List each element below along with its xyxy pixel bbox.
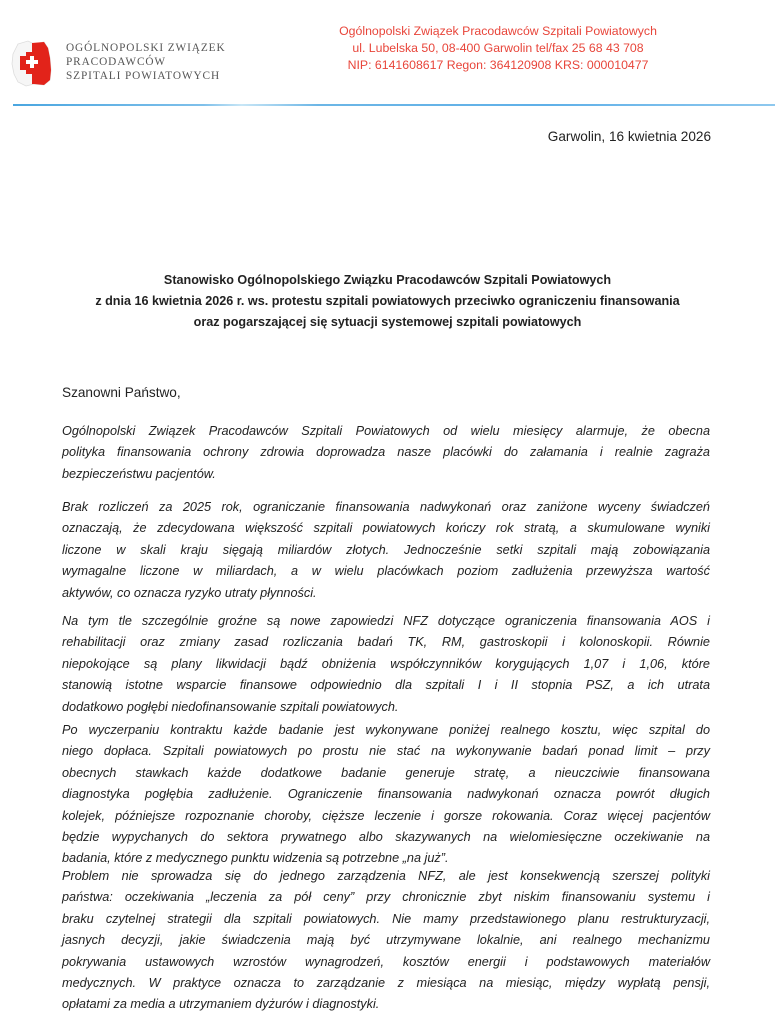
title-line: z dnia 16 kwietnia 2026 r. ws. protestu szpitali powiatowych przeciwko ograniczeniu finansowania xyxy=(95,294,680,308)
body-paragraph xyxy=(62,611,710,718)
paragraph-line: medycznych. W praktyce oznacza to zarządzanie z miesiąca na miesiąc, między wypłatą pensji, xyxy=(62,976,710,991)
paragraph-line: Po wyczerpaniu kontraktu każde badanie jest wykonywane poniżej realnego kosztu, więc szpital do xyxy=(62,723,710,737)
paragraph-line: niego dopłaca. Szpitali powiatowych po prostu nie stać na wykonywanie badań ponad limit – przy xyxy=(62,744,710,759)
body-paragraph xyxy=(62,720,710,870)
paragraph-line: polityka finansowania ochrony zdrowia doprowadza nasze placówki do załamania i realnie zagraża xyxy=(62,445,710,460)
title-line: oraz pogarszającej się sytuacji systemowej szpitali powiatowych xyxy=(193,315,582,329)
contact-org-name: Ogólnopolski Związek Pracodawców Szpitali Powiatowych xyxy=(339,24,657,38)
paragraph-line: liczone w skali kraju sięgają miliardów złotych. Jednocześnie setki szpitali mają zobowiązania xyxy=(62,542,710,557)
document-title xyxy=(50,270,725,333)
paragraph-line: braku czytelnej strategii dla szpitali powiatowych. Nie mamy przedstawionego planu restrukturyzacji, xyxy=(62,911,710,926)
paragraph-line: obecnych stawkach każde dodatkowe badanie generuje stratę, a nieuczciwie finansowana xyxy=(62,765,710,780)
letter-date: Garwolin, 16 kwietnia 2026 xyxy=(547,129,711,144)
paragraph-line: Na tym tle szczególnie groźne są nowe zapowiedzi NFZ dotyczące ograniczenia finansowania AOS i xyxy=(62,614,710,628)
paragraph-line: oznaczają, że zdecydowana większość szpitali powiatowych kończy rok stratą, a skumulowane wyniki xyxy=(62,521,710,536)
contact-block xyxy=(328,23,668,74)
paragraph-line: Problem nie sprowadza się do jednego zarządzenia NFZ, ale jest konsekwencją szerszej polityki xyxy=(62,869,710,883)
contact-address: ul. Lubelska 50, 08-400 Garwolin tel/fax 25 68 43 708 xyxy=(352,41,644,55)
organization-name xyxy=(66,41,226,84)
paragraph-line: niepokojące są plany likwidacji bądź obniżenia współczynników korygujących 1,07 i 1,06, które xyxy=(62,656,710,671)
salutation: Szanowni Państwo, xyxy=(62,385,181,400)
paragraph-line: wymagalne liczone w miliardach, a w wielu placówkach poziom zadłużenia przewyższa wartość xyxy=(62,564,710,579)
paragraph-line: pokrywania ustawowych wzrostów wynagrodzeń, kosztów energii i podstawowych materiałów xyxy=(62,954,710,969)
poland-map-medical-cross-icon xyxy=(10,38,54,88)
letterhead-divider xyxy=(13,104,775,106)
paragraph-line: badania, które z medycznego punktu widzenia są potrzebne „na już”. xyxy=(62,851,449,866)
org-name-line: OGÓLNOPOLSKI ZWIĄZEK xyxy=(66,42,226,54)
paragraph-line: dodatkowo pogłębi niedofinansowanie szpitali powiatowych. xyxy=(62,699,399,714)
paragraph-line: kolejek, późniejsze rozpoznanie choroby, cięższe leczenie i gorsze rokowania. Coraz więcej pacjentów xyxy=(62,808,710,823)
org-name-line: PRACODAWCÓW xyxy=(66,56,166,69)
paragraph-line: aktywów, co oznacza ryzyko utraty płynności. xyxy=(62,585,317,600)
contact-registry-numbers: NIP: 6141608617 Regon: 364120908 KRS: 000010477 xyxy=(347,58,649,72)
paragraph-line: diagnostyka pogłębia zadłużenie. Ograniczenie finansowania nadwykonań oznacza powrót długich xyxy=(62,787,710,802)
paragraph-line: opłatami za media a utrzymaniem dyżurów i diagnostyki. xyxy=(62,997,380,1012)
paragraph-line: państwa: oczekiwania „leczenia za pół ceny” przy chronicznie zbyt niskim finansowaniu systemu i xyxy=(62,890,710,905)
paragraph-line: stanowią istotne wsparcie finansowe odpowiednio dla szpitali I i II stopnia PSZ, a ich utrata xyxy=(62,678,710,693)
paragraph-line: Brak rozliczeń za 2025 rok, ograniczanie finansowania nadwykonań oraz zaniżone wyceny świadczeń xyxy=(62,500,710,514)
body-paragraph xyxy=(62,497,710,604)
paragraph-line: rehabilitacji oraz zmiany zasad rozliczania badań TK, RM, gastroskopii i kolonoskopii. Równie xyxy=(62,635,710,650)
org-name-line: SZPITALI POWIATOWYCH xyxy=(66,70,221,83)
body-paragraph xyxy=(62,421,710,485)
paragraph-line: bezpieczeństwu pacjentów. xyxy=(62,466,216,481)
paragraph-line: Ogólnopolski Związek Pracodawców Szpitali Powiatowych od wielu miesięcy alarmuje, że obecna xyxy=(62,424,710,438)
title-line: Stanowisko Ogólnopolskiego Związku Pracodawców Szpitali Powiatowych xyxy=(163,273,612,287)
body-paragraph xyxy=(62,866,710,1016)
paragraph-line: będzie wypychanych do sektora prywatnego albo skazywanych na wielomiesięczne oczekiwanie na xyxy=(62,830,710,845)
paragraph-line: jasnych decyzji, jakie świadczenia mają być utrzymywane lokalnie, ani realnego mechanizmu xyxy=(62,933,710,948)
